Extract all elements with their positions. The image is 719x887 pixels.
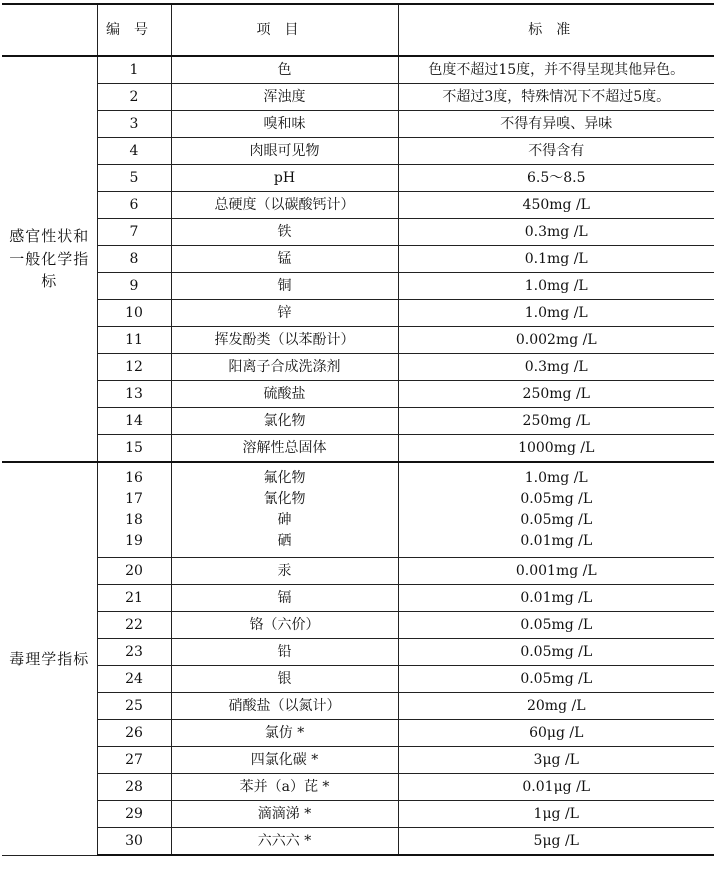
row-item: 铜 [171,273,398,300]
row-standard: 0.001mg /L [398,558,714,585]
row-standard: 0.05mg /L [520,491,593,507]
table-row [2,327,714,354]
table-row [2,84,714,111]
row-number: 4 [97,138,171,165]
row-item: 总硬度（以碳酸钙计） [171,192,398,219]
row-number: 13 [97,381,171,408]
row-item: 浑浊度 [171,84,398,111]
row-number: 22 [97,612,171,639]
row-item: 四氯化碳 * [171,747,398,774]
row-number: 14 [97,408,171,435]
row-standard: 不得含有 [398,138,714,165]
table-row [2,300,714,327]
row-number: 6 [97,192,171,219]
table-row [2,801,714,828]
row-number: 16 [125,470,143,486]
row-item: 硒 [277,533,292,549]
row-item: 色 [171,56,398,84]
table-row [2,435,714,463]
row-number: 28 [97,774,171,801]
group-label-sensory: 感官性状和一般化学指标 [2,56,97,462]
row-standard: 0.05mg /L [398,612,714,639]
row-number: 24 [97,666,171,693]
row-number: 7 [97,219,171,246]
row-number: 12 [97,354,171,381]
table-row [2,774,714,801]
table-row [2,747,714,774]
row-number: 29 [97,801,171,828]
row-standard: 0.05mg /L [398,666,714,693]
row-standard: 1000mg /L [398,435,714,463]
row-item: 硫酸盐 [171,381,398,408]
row-number: 21 [97,585,171,612]
table-row [2,639,714,666]
row-item: 氟化物 [263,470,306,486]
table-row [2,585,714,612]
row-standard: 1.0mg /L [398,300,714,327]
header-item: 项目 [171,4,398,56]
row-number: 5 [97,165,171,192]
row-item: 苯并（a）芘 * [171,774,398,801]
row-number: 3 [97,111,171,138]
row-item: 银 [171,666,398,693]
table-row [2,273,714,300]
row-item: 溶解性总固体 [171,435,398,463]
row-item: 挥发酚类（以苯酚计） [171,327,398,354]
table-row [2,408,714,435]
row-item: pH [171,165,398,192]
row-number: 26 [97,720,171,747]
header-standard: 标准 [398,4,714,56]
row-standard: 250mg /L [398,408,714,435]
row-number: 18 [125,512,143,528]
row-item: 嗅和味 [171,111,398,138]
table-row [2,192,714,219]
row-number-stack [97,462,171,558]
row-item: 阳离子合成洗涤剂 [171,354,398,381]
row-item: 肉眼可见物 [171,138,398,165]
row-number: 27 [97,747,171,774]
row-item: 锌 [171,300,398,327]
row-item: 滴滴涕 * [171,801,398,828]
row-item: 铁 [171,219,398,246]
row-item: 氯仿 * [171,720,398,747]
row-item: 锰 [171,246,398,273]
row-standard-stack [398,462,714,558]
table-row [2,720,714,747]
table-row [2,666,714,693]
row-standard: 1.0mg /L [398,273,714,300]
row-standard: 3μg /L [398,747,714,774]
row-number: 11 [97,327,171,354]
row-standard: 450mg /L [398,192,714,219]
row-number: 9 [97,273,171,300]
row-standard: 5μg /L [398,828,714,856]
row-standard: 1μg /L [398,801,714,828]
row-standard: 0.01mg /L [398,585,714,612]
row-standard: 6.5～8.5 [398,165,714,192]
header-number: 编号 [97,4,171,56]
row-item-stack [171,462,398,558]
table-row [2,246,714,273]
header-blank-cell [2,4,97,56]
table-row [2,558,714,585]
row-number: 23 [97,639,171,666]
group-label-toxicology: 毒理学指标 [2,462,97,855]
row-number: 15 [97,435,171,463]
table-row [2,828,714,856]
row-standard: 0.01mg /L [520,533,593,549]
table-row [2,165,714,192]
row-standard: 色度不超过15度，并不得呈现其他异色。 [398,56,714,84]
row-standard: 20mg /L [398,693,714,720]
row-standard: 0.01μg /L [398,774,714,801]
row-number: 17 [125,491,143,507]
row-item: 氯化物 [171,408,398,435]
table-row [2,354,714,381]
table-row [2,111,714,138]
row-item: 硝酸盐（以氮计） [171,693,398,720]
row-item: 氰化物 [263,491,306,507]
row-number: 10 [97,300,171,327]
row-number: 2 [97,84,171,111]
row-standard: 0.05mg /L [398,639,714,666]
table-row [2,219,714,246]
table-row [2,56,714,84]
row-standard: 60μg /L [398,720,714,747]
row-number: 30 [97,828,171,856]
row-number: 19 [125,533,143,549]
row-standard: 0.3mg /L [398,354,714,381]
row-item: 六六六 * [171,828,398,856]
row-number: 8 [97,246,171,273]
row-standard: 0.3mg /L [398,219,714,246]
row-number: 20 [97,558,171,585]
row-standard: 0.002mg /L [398,327,714,354]
table-row [2,693,714,720]
table-row [2,612,714,639]
row-number: 1 [97,56,171,84]
table-row-combined [2,462,714,558]
row-standard: 不得有异嗅、异味 [398,111,714,138]
row-item: 铬（六价） [171,612,398,639]
table-header-row [2,4,714,56]
row-standard: 不超过3度，特殊情况下不超过5度。 [398,84,714,111]
row-standard: 0.05mg /L [520,512,593,528]
row-item: 铅 [171,639,398,666]
row-standard: 250mg /L [398,381,714,408]
table-row [2,381,714,408]
row-standard: 1.0mg /L [524,470,588,486]
row-item: 镉 [171,585,398,612]
row-item: 汞 [171,558,398,585]
row-number: 25 [97,693,171,720]
row-standard: 0.1mg /L [398,246,714,273]
row-item: 砷 [277,512,292,528]
table-row [2,138,714,165]
water-quality-standards-table [2,3,714,856]
